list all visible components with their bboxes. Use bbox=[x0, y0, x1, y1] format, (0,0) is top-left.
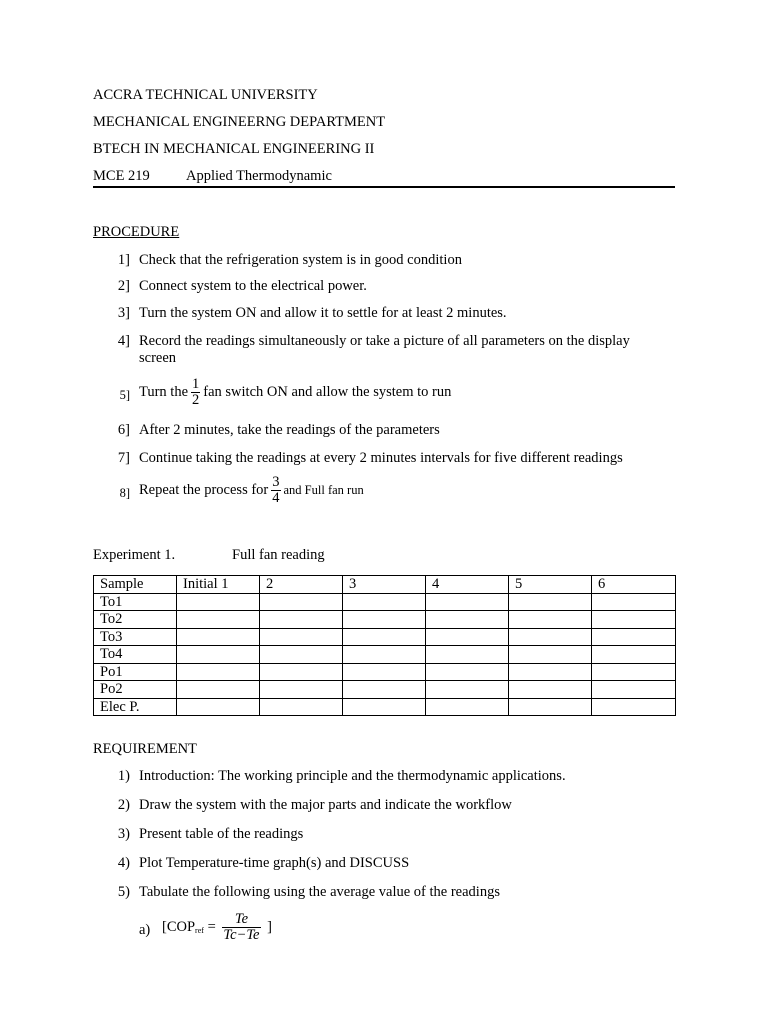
reading-cell bbox=[592, 681, 676, 699]
reading-cell bbox=[426, 628, 509, 646]
row-label: Po2 bbox=[94, 681, 177, 699]
reading-cell bbox=[426, 646, 509, 664]
step-text: Check that the refrigeration system is in good condition bbox=[139, 252, 462, 268]
formula-open: [COP bbox=[162, 919, 196, 936]
half-fraction bbox=[191, 377, 200, 408]
reading-cell bbox=[343, 646, 426, 664]
step-text: Continue taking the readings at every 2 minutes intervals for five different readings bbox=[139, 450, 623, 466]
reading-cell bbox=[343, 681, 426, 699]
reading-cell bbox=[592, 611, 676, 629]
column-header: Initial 1 bbox=[177, 576, 260, 594]
reading-cell bbox=[260, 681, 343, 699]
reading-cell bbox=[177, 698, 260, 716]
step-number: 1] bbox=[117, 252, 130, 268]
reading-cell bbox=[592, 698, 676, 716]
course-code: MCE 219 bbox=[93, 168, 150, 184]
reading-cell bbox=[509, 611, 592, 629]
step-text-continued: screen bbox=[139, 350, 177, 366]
item-text: Introduction: The working principle and the thermodynamic applications. bbox=[139, 768, 566, 784]
reading-cell bbox=[343, 593, 426, 611]
step-text-post: and Full fan run bbox=[283, 483, 364, 498]
fraction-numerator: 3 bbox=[272, 474, 280, 490]
reading-cell bbox=[260, 646, 343, 664]
formula-denominator: Tc−Te bbox=[223, 927, 260, 944]
step-text-post: fan switch ON and allow the system to run bbox=[203, 384, 452, 401]
step-text: Record the readings simultaneously or take a picture of all parameters on the display bbox=[139, 333, 630, 349]
table-row bbox=[94, 646, 676, 664]
reading-cell bbox=[592, 593, 676, 611]
step-text bbox=[139, 475, 364, 506]
three-quarter-fraction bbox=[271, 475, 280, 506]
reading-cell bbox=[260, 593, 343, 611]
step-text: Connect system to the electrical power. bbox=[139, 278, 367, 294]
formula-label: a) bbox=[139, 922, 151, 938]
formula-expression bbox=[162, 912, 272, 943]
step-number: 2] bbox=[117, 278, 130, 294]
procedure-heading: PROCEDURE bbox=[93, 224, 180, 240]
step-number: 5] bbox=[119, 388, 130, 402]
formula-fraction bbox=[222, 912, 260, 943]
fraction-denominator: 4 bbox=[272, 490, 280, 507]
reading-cell bbox=[509, 628, 592, 646]
reading-cell bbox=[592, 646, 676, 664]
requirement-heading: REQUIREMENT bbox=[93, 741, 197, 757]
experiment-title: Full fan reading bbox=[232, 547, 325, 563]
formula-numerator: Te bbox=[234, 911, 249, 927]
formula-subscript: ref bbox=[195, 926, 204, 936]
item-text: Tabulate the following using the average value of the readings bbox=[139, 884, 500, 900]
table-row bbox=[94, 681, 676, 699]
reading-cell bbox=[177, 611, 260, 629]
row-label: Po1 bbox=[94, 663, 177, 681]
reading-cell bbox=[260, 698, 343, 716]
item-number: 5) bbox=[117, 884, 130, 900]
step-text-pre: Repeat the process for bbox=[139, 482, 269, 499]
row-label: To3 bbox=[94, 628, 177, 646]
reading-cell bbox=[260, 611, 343, 629]
reading-cell bbox=[509, 593, 592, 611]
row-label: To1 bbox=[94, 593, 177, 611]
item-number: 4) bbox=[117, 855, 130, 871]
university-name: ACCRA TECHNICAL UNIVERSITY bbox=[93, 87, 318, 103]
step-number: 7] bbox=[117, 450, 130, 466]
reading-cell bbox=[426, 663, 509, 681]
item-number: 3) bbox=[117, 826, 130, 842]
reading-cell bbox=[343, 698, 426, 716]
fraction-denominator: 2 bbox=[192, 392, 200, 409]
experiment-label: Experiment 1. bbox=[93, 547, 176, 563]
step-number: 8] bbox=[119, 486, 130, 500]
item-text: Draw the system with the major parts and indicate the workflow bbox=[139, 797, 512, 813]
item-number: 1) bbox=[117, 768, 130, 784]
reading-cell bbox=[177, 663, 260, 681]
table-row bbox=[94, 663, 676, 681]
reading-cell bbox=[426, 681, 509, 699]
item-text: Plot Temperature-time graph(s) and DISCUSS bbox=[139, 855, 410, 871]
reading-cell bbox=[509, 681, 592, 699]
header-divider bbox=[93, 186, 675, 188]
reading-cell bbox=[260, 628, 343, 646]
formula-equals: = bbox=[207, 919, 216, 936]
readings-table bbox=[93, 575, 676, 716]
reading-cell bbox=[260, 663, 343, 681]
step-number: 3] bbox=[117, 305, 130, 321]
table-row bbox=[94, 698, 676, 716]
reading-cell bbox=[592, 628, 676, 646]
item-number: 2) bbox=[117, 797, 130, 813]
reading-cell bbox=[343, 611, 426, 629]
row-label: To2 bbox=[94, 611, 177, 629]
column-header: 2 bbox=[260, 576, 343, 594]
reading-cell bbox=[177, 628, 260, 646]
reading-cell bbox=[509, 698, 592, 716]
reading-cell bbox=[343, 663, 426, 681]
step-number: 4] bbox=[117, 333, 130, 349]
reading-cell bbox=[177, 593, 260, 611]
row-label: Elec P. bbox=[94, 698, 177, 716]
reading-cell bbox=[426, 611, 509, 629]
column-header: 3 bbox=[343, 576, 426, 594]
step-text: Turn the system ON and allow it to settle for at least 2 minutes. bbox=[139, 305, 507, 321]
table-row bbox=[94, 593, 676, 611]
column-header: Sample bbox=[94, 576, 177, 594]
table-header-row bbox=[94, 576, 676, 594]
reading-cell bbox=[426, 698, 509, 716]
programme-name: BTECH IN MECHANICAL ENGINEERING II bbox=[93, 141, 375, 157]
reading-cell bbox=[592, 663, 676, 681]
step-number: 6] bbox=[117, 422, 130, 438]
step-text bbox=[139, 377, 451, 408]
reading-cell bbox=[509, 646, 592, 664]
column-header: 6 bbox=[592, 576, 676, 594]
column-header: 4 bbox=[426, 576, 509, 594]
column-header: 5 bbox=[509, 576, 592, 594]
table-row bbox=[94, 628, 676, 646]
department-name: MECHANICAL ENGINEERNG DEPARTMENT bbox=[93, 114, 386, 130]
step-text: After 2 minutes, take the readings of the parameters bbox=[139, 422, 440, 438]
reading-cell bbox=[177, 681, 260, 699]
row-label: To4 bbox=[94, 646, 177, 664]
formula-close: ] bbox=[267, 919, 272, 936]
item-text: Present table of the readings bbox=[139, 826, 304, 842]
course-title: Applied Thermodynamic bbox=[186, 168, 332, 184]
reading-cell bbox=[343, 628, 426, 646]
fraction-numerator: 1 bbox=[192, 376, 200, 392]
table-row bbox=[94, 611, 676, 629]
reading-cell bbox=[426, 593, 509, 611]
reading-cell bbox=[177, 646, 260, 664]
reading-cell bbox=[509, 663, 592, 681]
step-text-pre: Turn the bbox=[139, 384, 189, 401]
